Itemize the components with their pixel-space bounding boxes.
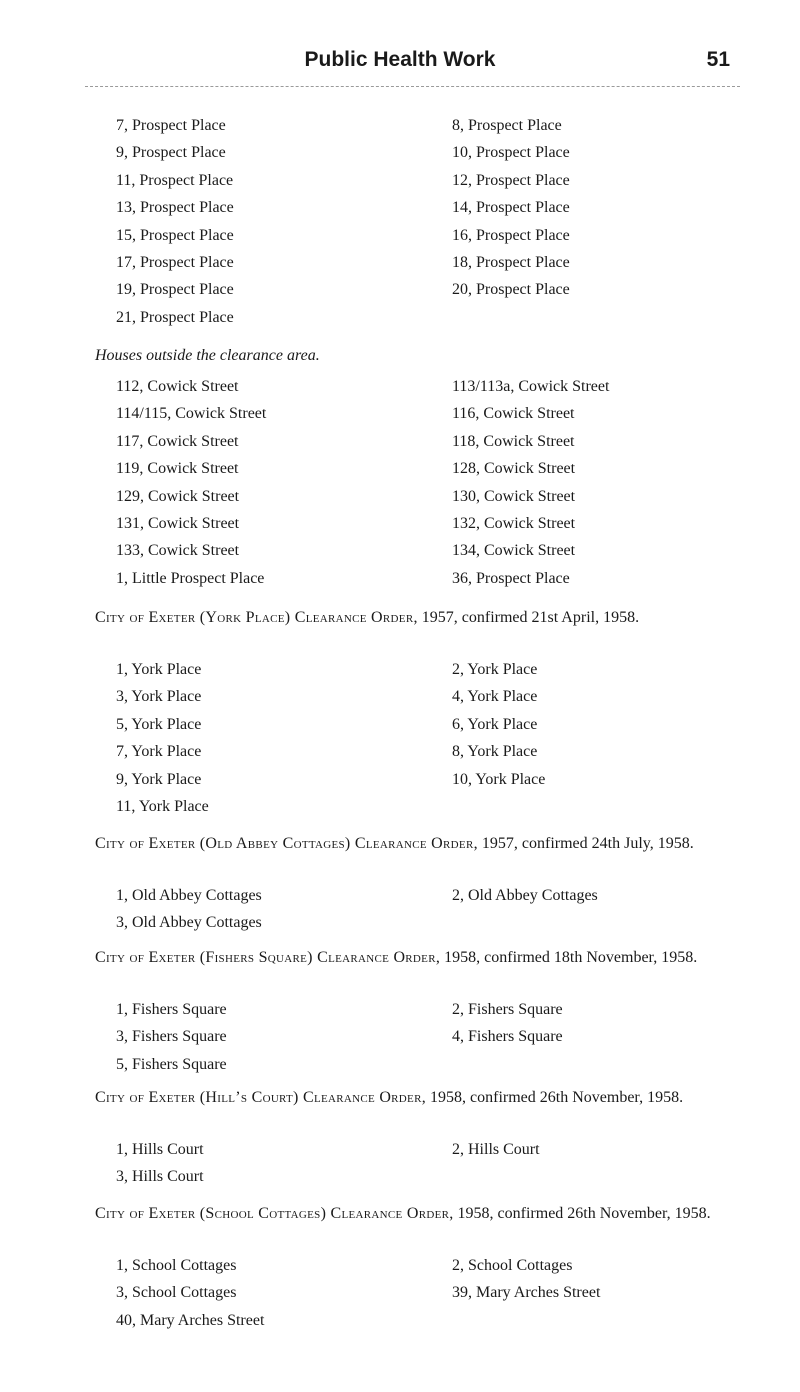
left-column <box>116 656 209 820</box>
list-item: 2, Fishers Square <box>452 1001 563 1018</box>
order-title: City of Exeter (York Place) Clearance Order, <box>95 609 418 626</box>
list-item: 7, Prospect Place <box>116 117 226 134</box>
list-item: 1, School Cottages <box>116 1257 237 1274</box>
list-item: 4, York Place <box>452 688 538 706</box>
list-item: 113/113a, Cowick Street <box>452 378 610 395</box>
list-item: 2, School Cottages <box>452 1257 573 1274</box>
list-item: 129, Cowick Street <box>116 487 240 505</box>
order-title: City of Exeter (Old Abbey Cottages) Clearance Order, <box>95 835 478 852</box>
list-item: 10, York Place <box>452 770 546 788</box>
order-confirmation: 1957, confirmed 21st April, 1958. <box>417 609 640 626</box>
right-column <box>452 373 609 592</box>
list-item: 112, Cowick Street <box>116 378 239 395</box>
list-item: 3, Old Abbey Cottages <box>116 914 262 932</box>
list-item: 117, Cowick Street <box>116 432 239 450</box>
left-column <box>116 373 266 592</box>
list-item: 128, Cowick Street <box>452 460 576 478</box>
order-title: City of Exeter (School Cottages) Clearance Order, <box>95 1205 454 1222</box>
list-item: 1, Fishers Square <box>116 1001 227 1018</box>
list-item: 39, Mary Arches Street <box>452 1284 601 1302</box>
list-item: 1, York Place <box>116 661 202 678</box>
list-item: 134, Cowick Street <box>452 542 576 560</box>
list-item: 11, York Place <box>116 797 209 815</box>
left-column <box>116 996 227 1078</box>
list-item: 16, Prospect Place <box>452 226 570 244</box>
list-item: 132, Cowick Street <box>452 514 576 532</box>
order-confirmation: 1958, confirmed 26th November, 1958. <box>426 1089 684 1106</box>
list-item: 5, Fishers Square <box>116 1055 227 1073</box>
list-item: 40, Mary Arches Street <box>116 1311 265 1329</box>
order-title: City of Exeter (Hill’s Court) Clearance Order, <box>95 1089 427 1106</box>
list-item: 1, Old Abbey Cottages <box>116 887 262 904</box>
left-column <box>116 882 262 937</box>
list-item: 19, Prospect Place <box>116 281 234 299</box>
order-title: City of Exeter (Fishers Square) Clearance Order, <box>95 949 441 966</box>
list-item: 9, Prospect Place <box>116 144 226 162</box>
list-item: 119, Cowick Street <box>116 460 239 478</box>
order-confirmation: 1957, confirmed 24th July, 1958. <box>477 835 694 852</box>
list-item: 131, Cowick Street <box>116 514 240 532</box>
list-item: 114/115, Cowick Street <box>116 405 267 423</box>
list-item: 4, Fishers Square <box>452 1028 563 1046</box>
order-heading <box>95 604 735 631</box>
list-item: 8, York Place <box>452 743 538 761</box>
list-item: 133, Cowick Street <box>116 542 240 560</box>
list-item: 116, Cowick Street <box>452 405 575 423</box>
list-item: 8, Prospect Place <box>452 117 562 134</box>
section-subheading: Houses outside the clearance area. <box>95 347 320 364</box>
page-number: 51 <box>706 48 730 71</box>
list-item: 10, Prospect Place <box>452 144 570 162</box>
list-item: 5, York Place <box>116 715 202 733</box>
order-heading <box>95 1084 735 1111</box>
right-column <box>452 1252 600 1307</box>
order-heading <box>95 944 735 971</box>
list-item: 3, York Place <box>116 688 202 706</box>
list-item: 2, Hills Court <box>452 1141 540 1158</box>
list-item: 20, Prospect Place <box>452 281 570 299</box>
list-item: 36, Prospect Place <box>452 569 570 587</box>
list-item: 18, Prospect Place <box>452 253 570 271</box>
header-divider <box>85 86 740 87</box>
list-item: 3, Fishers Square <box>116 1028 227 1046</box>
right-column <box>452 112 570 304</box>
list-item: 130, Cowick Street <box>452 487 576 505</box>
right-column <box>452 996 563 1051</box>
list-item: 118, Cowick Street <box>452 432 575 450</box>
list-item: 17, Prospect Place <box>116 253 234 271</box>
list-item: 12, Prospect Place <box>452 171 570 189</box>
list-item: 15, Prospect Place <box>116 226 234 244</box>
right-column <box>452 882 598 909</box>
list-item: 1, Little Prospect Place <box>116 569 265 587</box>
list-item: 21, Prospect Place <box>116 308 234 326</box>
list-item: 3, Hills Court <box>116 1168 204 1186</box>
right-column <box>452 656 545 793</box>
list-item: 9, York Place <box>116 770 202 788</box>
list-item: 2, Old Abbey Cottages <box>452 887 598 904</box>
list-item: 13, Prospect Place <box>116 199 234 217</box>
left-column <box>116 1252 264 1334</box>
page-header <box>0 48 800 78</box>
list-item: 7, York Place <box>116 743 202 761</box>
order-heading <box>95 830 735 857</box>
list-item: 14, Prospect Place <box>452 199 570 217</box>
list-item: 11, Prospect Place <box>116 171 234 189</box>
list-item: 6, York Place <box>452 715 538 733</box>
list-item: 3, School Cottages <box>116 1284 237 1302</box>
order-heading <box>95 1200 735 1227</box>
list-item: 2, York Place <box>452 661 538 678</box>
left-column <box>116 112 234 331</box>
list-item: 1, Hills Court <box>116 1141 204 1158</box>
left-column <box>116 1136 204 1191</box>
right-column <box>452 1136 540 1163</box>
page-title: Public Health Work <box>304 48 496 71</box>
order-confirmation: 1958, confirmed 26th November, 1958. <box>453 1205 711 1222</box>
order-confirmation: 1958, confirmed 18th November, 1958. <box>440 949 698 966</box>
